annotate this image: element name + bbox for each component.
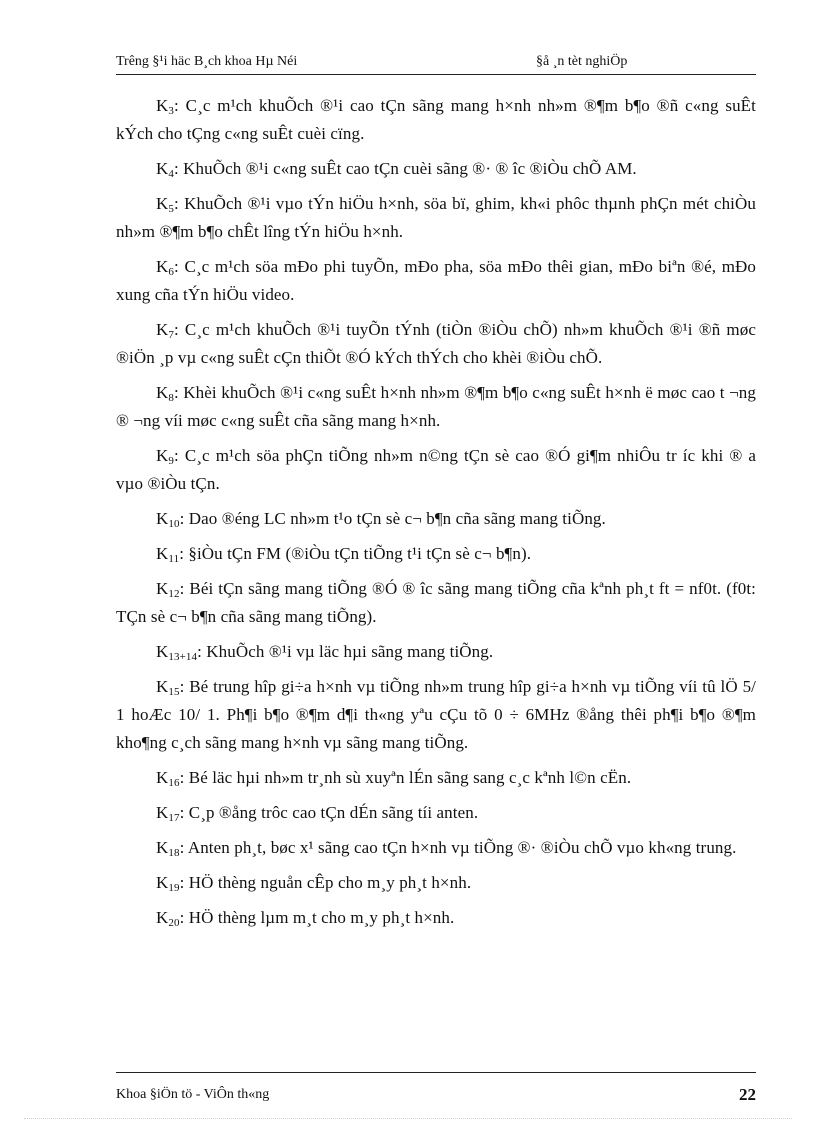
item-description: : §iÒu tÇn FM (®iÒu tÇn tiÕng t¹i tÇn sè c¬ b¶n). xyxy=(179,544,532,563)
item-key: K xyxy=(156,96,169,115)
item-key-index: 20 xyxy=(168,917,180,929)
footer-faculty: Khoa §iÖn tö - ViÔn th«ng xyxy=(116,1087,270,1102)
header-university: Trêng §¹i häc B¸ch khoa Hµ Néi xyxy=(116,54,298,69)
item-description: : Dao ®éng LC nh»m t¹o tÇn sè c¬ b¶n cña sãng mang tiÕng. xyxy=(179,509,606,528)
item-description: : HÖ thèng lµm m¸t cho m¸y ph¸t h×nh. xyxy=(179,908,455,927)
header-document-type: §å ¸n tèt nghiÖp xyxy=(536,54,628,69)
list-item xyxy=(116,869,756,897)
item-key: K xyxy=(156,383,169,402)
item-key-index: 16 xyxy=(168,777,180,789)
page-number: 22 xyxy=(739,1085,756,1104)
item-key-index: 18 xyxy=(168,847,180,859)
list-item xyxy=(116,799,756,827)
item-description: : C¸c m¹ch khuÕch ®¹i cao tÇn sãng mang h×nh nh»m ®¶m b¶o ®ñ c«ng suÊt kÝch cho tÇng c«ng suÊt cuèi cïng. xyxy=(116,96,756,143)
item-key-index: 6 xyxy=(168,266,174,278)
item-key: K xyxy=(156,677,169,696)
item-key: K xyxy=(156,544,169,563)
item-key: K xyxy=(156,803,169,822)
item-description: : C¸p ®ång trôc cao tÇn dÉn sãng tíi anten. xyxy=(179,803,479,822)
item-description: : C¸c m¹ch söa phÇn tiÕng nh»m n©ng tÇn sè cao ®Ó gi¶m nhiÔu tr íc khi ® a vµo ®iÒu tÇn. xyxy=(116,446,756,493)
list-item xyxy=(116,834,756,862)
list-item xyxy=(116,190,756,246)
list-item xyxy=(116,155,756,183)
list-item xyxy=(116,505,756,533)
page-header xyxy=(116,54,756,75)
item-description: : KhuÕch ®¹i c«ng suÊt cao tÇn cuèi sãng ®· ® îc ®iÒu chÕ AM. xyxy=(174,159,637,178)
page-footer xyxy=(116,1072,756,1113)
item-key: K xyxy=(156,320,169,339)
list-item xyxy=(116,638,756,666)
item-key-index: 4 xyxy=(168,168,174,180)
item-key: K xyxy=(156,257,169,276)
item-key-index: 7 xyxy=(168,329,174,341)
list-item xyxy=(116,442,756,498)
item-description: : Bé läc hµi nh»m tr¸nh sù xuyªn lÉn sãng sang c¸c kªnh l©n cËn. xyxy=(179,768,632,787)
list-item xyxy=(116,673,756,757)
list-item xyxy=(116,253,756,309)
item-key-index: 11 xyxy=(168,553,180,565)
item-key: K xyxy=(156,159,169,178)
item-description: : Anten ph¸t, bøc x¹ sãng cao tÇn h×nh vµ tiÕng ®· ®iÒu chÕ vµo kh«ng trung. xyxy=(179,838,737,857)
list-item xyxy=(116,316,756,372)
item-key-index: 3 xyxy=(168,105,174,117)
item-key-index: 13+14 xyxy=(168,651,198,663)
item-key-index: 12 xyxy=(168,588,180,600)
item-key: K xyxy=(156,509,169,528)
item-key: K xyxy=(156,768,169,787)
page-body xyxy=(116,92,756,939)
item-key-index: 5 xyxy=(168,203,174,215)
item-key-index: 10 xyxy=(168,518,180,530)
item-description: : KhuÕch ®¹i vµ läc hµi sãng mang tiÕng. xyxy=(197,642,494,661)
item-description: : C¸c m¹ch khuÕch ®¹i tuyÕn tÝnh (tiÒn ®iÒu chÕ) nh»m khuÕch ®¹i ®ñ møc ®iÖn ¸p vµ c«ng suÊt cÇn thiÕt ®Ó kÝch thÝch cho khèi ®iÒu chÕ. xyxy=(116,320,756,367)
list-item xyxy=(116,575,756,631)
list-item xyxy=(116,540,756,568)
list-item xyxy=(116,764,756,792)
item-key: K xyxy=(156,908,169,927)
item-key-index: 17 xyxy=(168,812,180,824)
item-description: : Bé trung hîp gi÷a h×nh vµ tiÕng nh»m trung hîp gi÷a h×nh vµ tiÕng víi tû lÖ 5/ 1 hoÆc 10/ 1. Ph¶i b¶o ®¶m d¶i th«ng yªu cÇu tõ 0 ÷ 6MHz ®ång thêi ph¶i b¶o ®¶m kho¶ng c¸ch sãng mang h×nh vµ sãng mang tiÕng. xyxy=(116,677,756,752)
item-key: K xyxy=(156,873,169,892)
item-description: : Béi tÇn sãng mang tiÕng ®Ó ® îc sãng mang tiÕng cña kªnh ph¸t ft = nf0t. (f0t: TÇn sè c¬ b¶n cña sãng mang tiÕng). xyxy=(116,579,756,626)
list-item xyxy=(116,904,756,932)
list-item xyxy=(116,379,756,435)
page-edge-divider xyxy=(24,1118,792,1120)
item-key-index: 8 xyxy=(168,392,174,404)
list-item xyxy=(116,92,756,148)
item-key: K xyxy=(156,194,169,213)
item-key: K xyxy=(156,642,169,661)
item-description: : C¸c m¹ch söa mÐo phi tuyÕn, mÐo pha, söa mÐo thêi gian, mÐo biªn ®é, mÐo xung cña tÝn hiÖu video. xyxy=(116,257,756,304)
item-key-index: 9 xyxy=(168,455,174,467)
item-key: K xyxy=(156,579,169,598)
item-description: : KhuÕch ®¹i vµo tÝn hiÖu h×nh, söa bï, ghim, kh«i phôc thµnh phÇn mét chiÒu nh»m ®¶m b¶o chÊt lîng tÝn hiÖu h×nh. xyxy=(116,194,756,241)
item-description: : Khèi khuÕch ®¹i c«ng suÊt h×nh nh»m ®¶m b¶o c«ng suÊt h×nh ë møc cao t ¬ng ® ¬ng víi møc c«ng suÊt cña sãng mang h×nh. xyxy=(116,383,756,430)
item-description: : HÖ thèng nguån cÊp cho m¸y ph¸t h×nh. xyxy=(179,873,472,892)
item-key: K xyxy=(156,446,169,465)
item-key: K xyxy=(156,838,169,857)
item-key-index: 19 xyxy=(168,882,180,894)
item-key-index: 15 xyxy=(168,686,180,698)
